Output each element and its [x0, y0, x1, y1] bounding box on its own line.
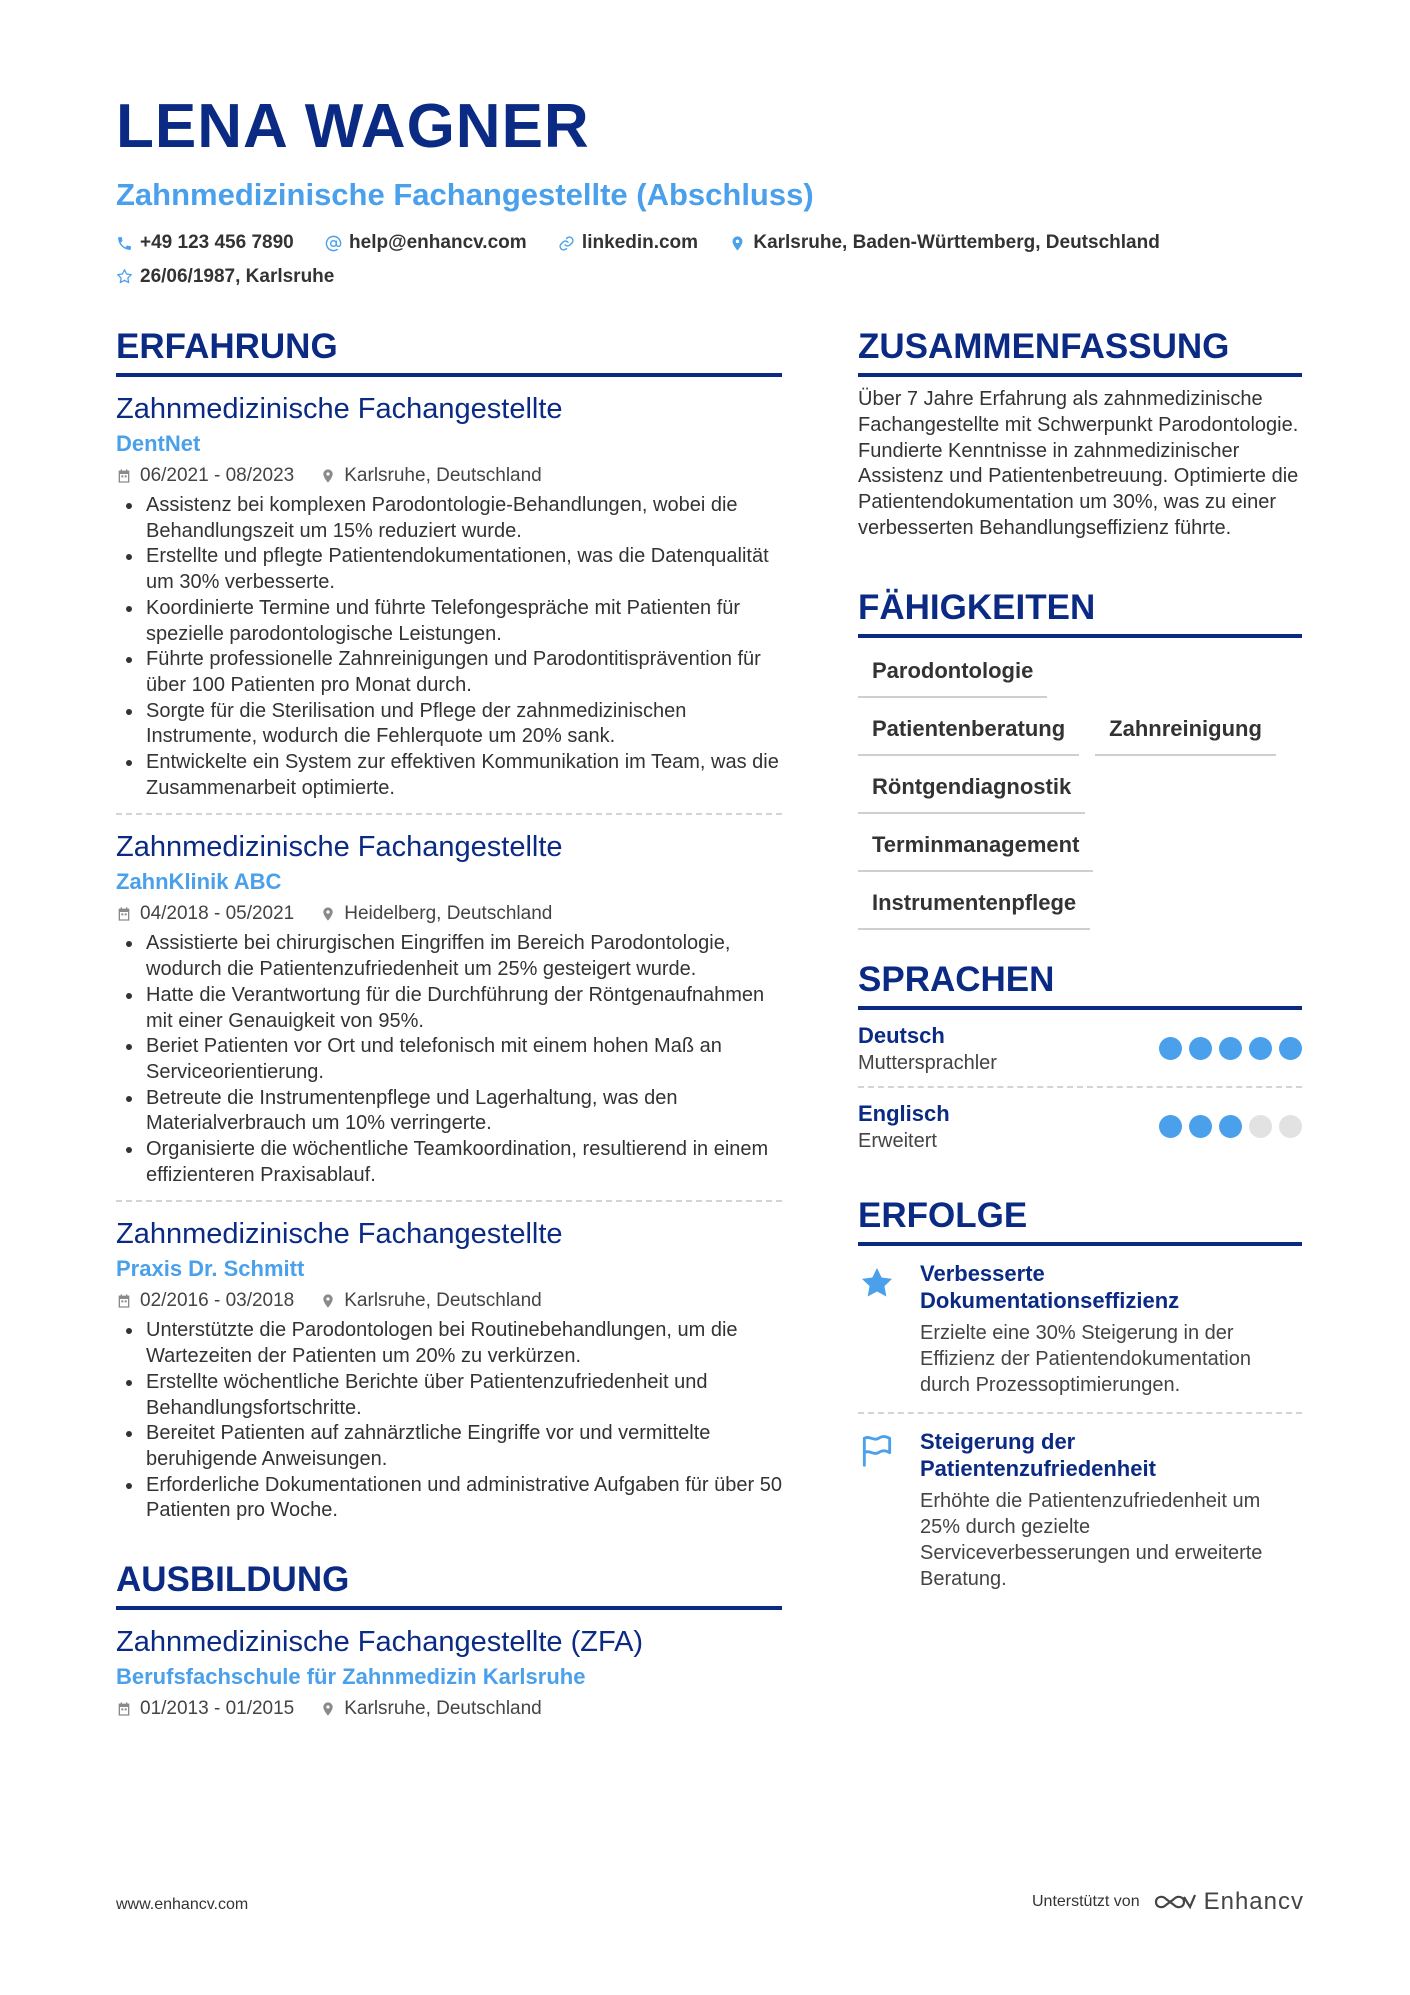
candidate-headline: Zahnmedizinische Fachangestellte (Abschluss) — [116, 177, 814, 212]
contact-text: linkedin.com — [581, 232, 699, 253]
education-meta — [116, 1694, 782, 1724]
bullet-item: • Bereitet Patienten auf zahnärztliche Eingriffe vor und vermittelte beruhigende Anweisungen. — [144, 1421, 782, 1472]
skill-tag: Instrumentenpflege — [858, 886, 1090, 930]
rating-dot-filled — [1189, 1115, 1212, 1138]
job-title: Zahnmedizinische Fachangestellte — [116, 1218, 563, 1251]
skill-tag: Röntgendiagnostik — [858, 770, 1085, 814]
rating-dot-empty — [1249, 1115, 1272, 1138]
rating-dot-filled — [1159, 1037, 1182, 1060]
job-meta — [116, 899, 782, 929]
language-rating — [1152, 1115, 1302, 1138]
job-meta — [116, 1286, 782, 1316]
rating-dot-filled — [1189, 1037, 1212, 1060]
skill-tag: Terminmanagement — [858, 828, 1093, 872]
calendar-icon — [116, 906, 132, 922]
bullet-item: • Assistenz bei komplexen Parodontologie-Behandlungen, wobei die Behandlungszeit um 15% reduziert wurde. — [144, 493, 782, 544]
achievements-section — [858, 1194, 1302, 1606]
section-title-education: AUSBILDUNG — [116, 1558, 782, 1610]
powered-by-text: Unterstützt von — [1031, 1893, 1140, 1910]
experience-entry — [116, 377, 782, 815]
right-column — [858, 325, 1302, 1606]
bullet-item: • Betreute die Instrumentenpflege und Lagerhaltung, was den Materialverbrauch um 10% verringerte. — [144, 1086, 782, 1137]
location-icon — [320, 1293, 336, 1309]
languages-section — [858, 958, 1302, 1164]
bullet-item: • Erforderliche Dokumentationen und administrative Aufgaben für über 50 Patienten pro Woche. — [144, 1473, 782, 1524]
contact-text: +49 123 456 7890 — [140, 232, 294, 253]
education-location: Karlsruhe, Deutschland — [344, 1698, 542, 1720]
achievement-desc: Erzielte eine 30% Steigerung in der Effizienz der Patientendokumentation durch Prozessoptimierungen. — [920, 1321, 1251, 1396]
bullet-item: • Organisierte die wöchentliche Teamkoordination, resultierend in einem effizienteren Praxisablauf. — [144, 1137, 782, 1188]
flag-icon — [858, 1432, 896, 1470]
skills-section — [858, 586, 1302, 930]
location-icon — [729, 235, 746, 252]
contact-list — [116, 228, 1316, 295]
bullet-item: • Assistierte bei chirurgischen Eingriffen im Bereich Parodontologie, wodurch die Patientenzufriedenheit um 25% gesteigert wurde. — [144, 931, 782, 982]
job-title: Zahnmedizinische Fachangestellte — [116, 831, 563, 864]
summary-section — [858, 325, 1302, 542]
location-icon — [320, 906, 336, 922]
candidate-name: LENA WAGNER — [116, 92, 590, 161]
language-level: Muttersprachler — [858, 1051, 997, 1074]
job-title: Zahnmedizinische Fachangestellte — [116, 393, 563, 425]
achievement-title: Verbesserte Dokumentationseffizienz — [920, 1260, 1180, 1313]
calendar-icon — [116, 468, 132, 484]
location-icon — [320, 1701, 336, 1717]
skill-tag: Zahnreinigung — [1095, 712, 1276, 756]
rating-dot-filled — [1159, 1115, 1182, 1138]
left-column — [116, 325, 782, 1736]
contact-location — [729, 228, 1159, 258]
bullet-item: • Beriet Patienten vor Ort und telefonisch mit einem hohen Maß an Serviceorientierung. — [144, 1034, 782, 1085]
brand-name: Enhancv — [1203, 1888, 1304, 1915]
section-title-summary: ZUSAMMENFASSUNG — [858, 325, 1302, 377]
bullet-item: • Entwickelte ein System zur effektiven Kommunikation im Team, was die Zusammenarbeit optimierte. — [144, 750, 782, 801]
section-title-achievements: ERFOLGE — [858, 1194, 1302, 1246]
company-name: ZahnKlinik ABC — [116, 869, 282, 895]
job-location: Karlsruhe, Deutschland — [344, 1290, 542, 1312]
bullet-item: • Führte professionelle Zahnreinigungen und Parodontitisprävention für über 100 Patienten pro Monat durch. — [144, 647, 782, 698]
job-location: Karlsruhe, Deutschland — [344, 465, 542, 486]
enhancv-logo-icon — [1152, 1890, 1196, 1914]
rating-dot-filled — [1219, 1115, 1242, 1138]
achievement-item — [858, 1246, 1302, 1414]
language-rating — [1152, 1037, 1302, 1060]
language-name: Englisch — [858, 1100, 950, 1126]
footer-branding — [1032, 1888, 1304, 1916]
experience-section — [116, 325, 782, 1536]
bullet-item: • Unterstützte die Parodontologen bei Routinebehandlungen, um die Wartezeiten der Patienten um 20% zu verkürzen. — [144, 1318, 782, 1369]
star-icon — [116, 268, 133, 285]
location-icon — [320, 468, 336, 484]
school-name: Berufsfachschule für Zahnmedizin Karlsruhe — [116, 1664, 586, 1690]
bullet-item: • Koordinierte Termine und führte Telefongespräche mit Patienten für spezielle parodontologische Leistungen. — [144, 596, 782, 647]
education-entry — [116, 1610, 782, 1736]
skills-list — [858, 654, 1302, 930]
language-item — [858, 1088, 1302, 1164]
section-title-skills: FÄHIGKEITEN — [858, 586, 1302, 638]
degree-title: Zahnmedizinische Fachangestellte (ZFA) — [116, 1626, 644, 1659]
contact-linkedin[interactable] — [558, 228, 698, 258]
job-bullets — [116, 493, 782, 801]
bullet-item: • Hatte die Verantwortung für die Durchführung der Röntgenaufnahmen mit einer Genauigkeit von 95%. — [144, 983, 782, 1034]
language-item — [858, 1010, 1302, 1088]
language-level: Erweitert — [858, 1129, 937, 1152]
education-section — [116, 1558, 782, 1736]
contact-text: Karlsruhe, Baden-Württemberg, Deutschland — [753, 232, 1160, 253]
contact-text: 26/06/1987, Karlsruhe — [140, 265, 335, 287]
at-icon — [325, 235, 342, 252]
rating-dot-filled — [1279, 1037, 1302, 1060]
company-name: DentNet — [116, 431, 201, 456]
phone-icon — [116, 235, 133, 252]
contact-birth — [116, 262, 334, 292]
contact-phone[interactable] — [116, 228, 294, 258]
link-icon — [558, 235, 575, 252]
rating-dot-filled — [1249, 1037, 1272, 1060]
star-filled-icon — [858, 1264, 896, 1302]
experience-entry — [116, 815, 782, 1202]
bullet-item: • Erstellte und pflegte Patientendokumentationen, was die Datenqualität um 30% verbesserte. — [144, 544, 782, 595]
calendar-icon — [116, 1701, 132, 1717]
bullet-item: • Sorgte für die Sterilisation und Pflege der zahnmedizinischen Instrumente, wodurch die Fehlerquote um 20% sank. — [144, 699, 782, 750]
job-meta — [116, 461, 782, 491]
education-dates: 01/2013 - 01/2015 — [140, 1698, 295, 1720]
experience-entry — [116, 1202, 782, 1536]
contact-text: help@enhancv.com — [349, 232, 527, 253]
job-location: Heidelberg, Deutschland — [344, 903, 553, 925]
section-title-languages: SPRACHEN — [858, 958, 1302, 1010]
achievement-item — [858, 1414, 1302, 1606]
footer-url[interactable]: www.enhancv.com — [116, 1896, 249, 1913]
rating-dot-empty — [1279, 1115, 1302, 1138]
skill-tag: Parodontologie — [858, 654, 1047, 698]
job-dates: 04/2018 - 05/2021 — [140, 903, 295, 925]
brand-logo[interactable] — [1152, 1888, 1304, 1916]
rating-dot-filled — [1219, 1037, 1242, 1060]
achievement-desc: Erhöhte die Patientenzufriedenheit um 25% durch gezielte Serviceverbesserungen und erweiterte Beratung. — [920, 1489, 1263, 1590]
section-title-experience: ERFAHRUNG — [116, 325, 782, 377]
skill-tag: Patientenberatung — [858, 712, 1079, 756]
job-bullets — [116, 1318, 782, 1524]
bullet-item: • Erstellte wöchentliche Berichte über Patientenzufriedenheit und Behandlungsfortschritte. — [144, 1370, 782, 1421]
job-dates: 02/2016 - 03/2018 — [140, 1290, 295, 1312]
calendar-icon — [116, 1293, 132, 1309]
job-dates: 06/2021 - 08/2023 — [140, 465, 295, 486]
contact-email[interactable] — [325, 228, 527, 258]
summary-text: Über 7 Jahre Erfahrung als zahnmedizinische Fachangestellte mit Schwerpunkt Parodontologie. Fundierte Kenntnisse in zahnmedizinischer Assistenz und Patientenbetreuung. Optimierte die Patientendokumentation um 30%, was zu einer verbesserten Behandlungseffizienz führte. — [858, 388, 1299, 539]
company-name: Praxis Dr. Schmitt — [116, 1256, 305, 1282]
job-bullets — [116, 931, 782, 1188]
achievement-title: Steigerung der Patientenzufriedenheit — [920, 1428, 1156, 1481]
language-name: Deutsch — [858, 1022, 945, 1048]
